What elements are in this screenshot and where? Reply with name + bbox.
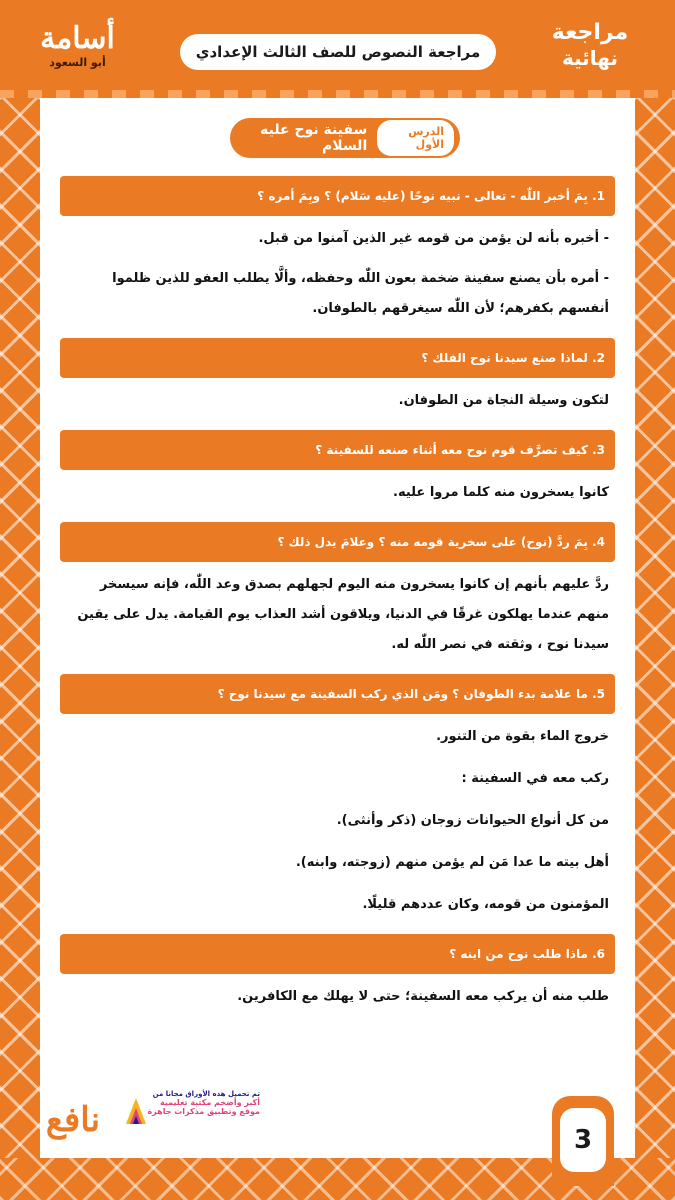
lesson-title-pill [230, 118, 460, 158]
promo-line: موقع وتطبيق مذكرات جاهزة [147, 1107, 260, 1116]
nafea-logo: نافع [45, 1100, 101, 1140]
lesson-tag: الدرس الأول [377, 120, 454, 156]
promo-line: تم تحميل هذه الأوراق مجانا من [152, 1090, 260, 1098]
answer-text: - أخبره بأنه لن يؤمن من قومه غير الذين آمنوا من قبل. [258, 231, 609, 246]
question-bar: 2. لماذا صنع سيدنا نوح الفلك ؟ [60, 338, 615, 378]
left-pattern-border [0, 0, 40, 1200]
questions-content [60, 176, 615, 1012]
final-review-logo-line1: مراجعة [551, 20, 629, 45]
page-number: 3 [560, 1108, 606, 1172]
author-logo [30, 22, 125, 88]
promo-block [120, 1090, 260, 1140]
right-pattern-border [635, 0, 675, 1200]
final-review-logo-line2: نهائية [561, 46, 619, 70]
answer-text: المؤمنون من قومه، وكان عددهم قليلًا. [362, 897, 609, 912]
answer-text: لتكون وسيلة النجاة من الطوفان. [398, 393, 609, 408]
answer-text: - أمره بأن يصنع سفينة ضخمة بعون اللّٰه وحفظه، وألَّا يطلب العفو للذين ظلموا أنفسهم بكفرهم؛ لأن اللّٰه سيغرقهم بالطوفان. [112, 271, 609, 316]
page-title: مراجعة النصوص للصف الثالث الإعدادي [180, 34, 496, 70]
promo-line: أكبر وأضخم مكتبة تعليمية [160, 1098, 260, 1107]
header-band [0, 0, 675, 98]
answer-text: ركب معه في السفينة : [461, 771, 609, 786]
question-bar: 6. ماذا طلب نوح من ابنه ؟ [60, 934, 615, 974]
final-review-logo [535, 20, 645, 86]
answer-text: خروج الماء بقوة من التنور. [436, 729, 609, 744]
answer-text: كانوا يسخرون منه كلما مروا عليه. [393, 485, 609, 500]
question-bar: 5. ما علامة بدء الطوفان ؟ ومَن الذي ركب السفينة مع سيدنا نوح ؟ [60, 674, 615, 714]
page-number-badge [552, 1096, 614, 1186]
question-bar: 3. كيف تصرَّف قوم نوح معه أثناء صنعه للسفينة ؟ [60, 430, 615, 470]
author-logo-sub: أبو السعود [49, 56, 106, 69]
answer-text: من كل أنواع الحيوانات زوجان (ذكر وأنثى). [336, 813, 609, 828]
question-bar: 1. بِمَ أخبر اللّٰه - تعالى - نبيه نوحًا (عليه سَلام) ؟ وبِمَ أمره ؟ [60, 176, 615, 216]
lesson-name: سفينة نوح عليه السلام [260, 122, 368, 154]
answer-text: ردَّ عليهم بأنهم إن كانوا يسخرون منه اليوم لجهلهم بصدق وعد اللّٰه، فإنه سيسخر منهم عندما يهلكون غرقًا في الدنيا، ويلاقون أشد العذاب يوم القيامة. يدل على يقين سيدنا نوح ، وثقته في نصر اللّٰه له. [77, 577, 609, 652]
answer-text: أهل بيته ما عدا مَن لم يؤمن منهم (زوجته، وابنه). [295, 855, 609, 870]
question-bar: 4. بِمَ ردَّ (نوح) على سخرية قومه منه ؟ وعلامَ يدل ذلك ؟ [60, 522, 615, 562]
answer-text: طلب منه أن يركب معه السفينة؛ حتى لا يهلك مع الكافرين. [237, 989, 609, 1004]
author-logo-name: أسامة [40, 21, 115, 56]
